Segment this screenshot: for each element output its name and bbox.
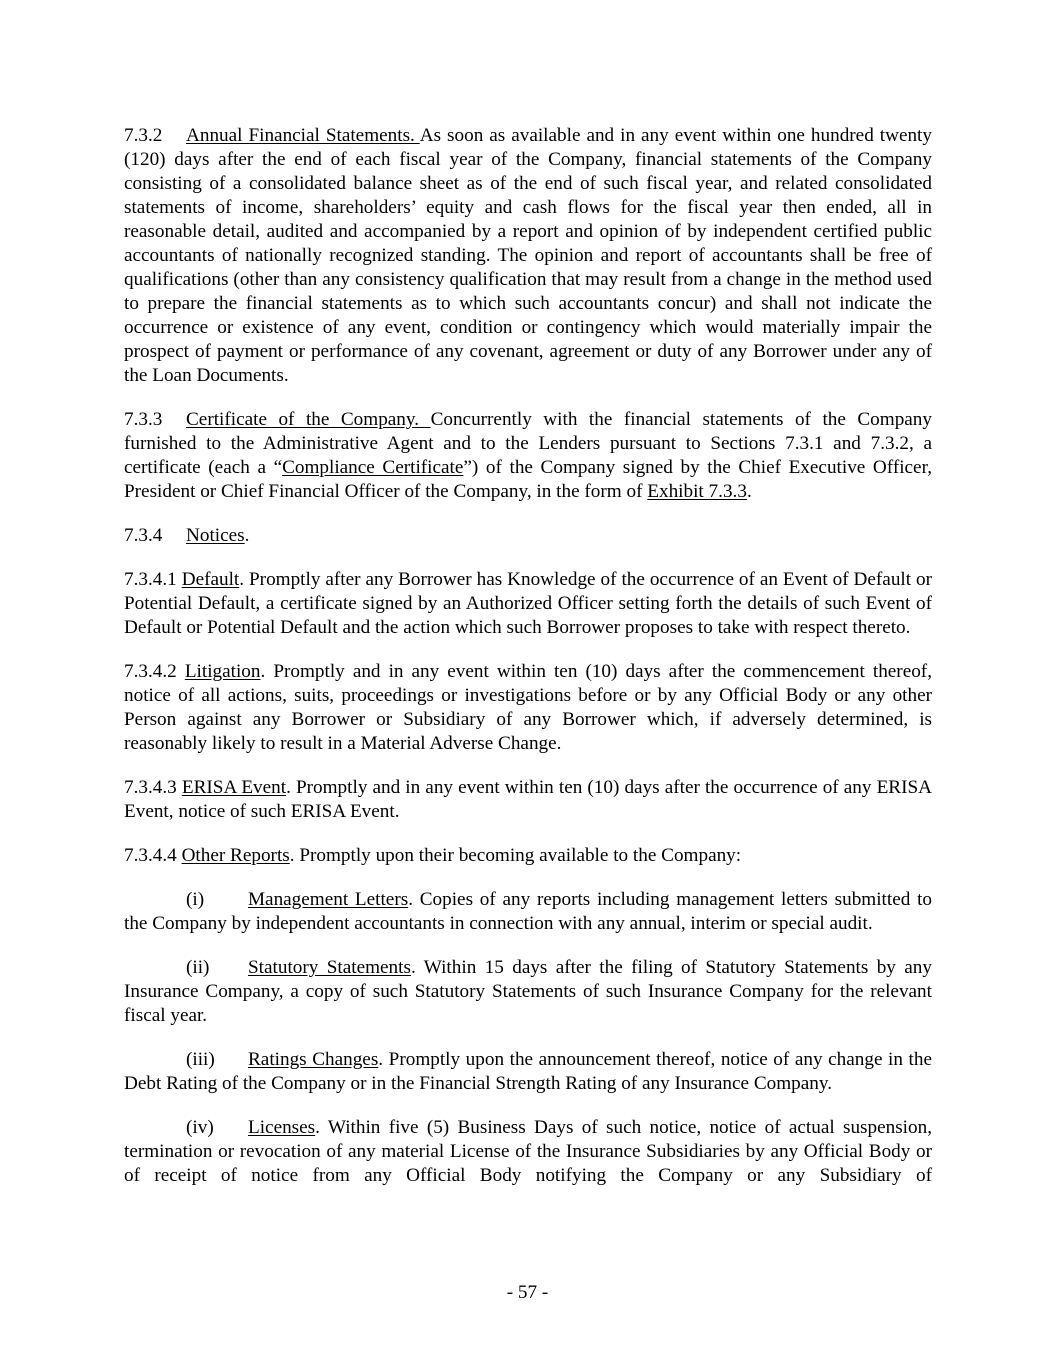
section-7-3-3 [124, 408, 932, 504]
section-heading: ERISA Event [181, 777, 287, 798]
section-7-3-4-3 [124, 776, 932, 824]
section-7-3-4-2 [124, 660, 932, 756]
section-body-end: . [746, 481, 752, 502]
section-number: 7.3.4.2 [124, 661, 177, 682]
section-heading: Annual Financial Statements [186, 125, 411, 146]
section-number: 7.3.4.4 [124, 845, 177, 866]
list-item-ii [124, 956, 932, 1028]
section-7-3-2 [124, 124, 932, 388]
list-heading: Statutory Statements [248, 957, 411, 978]
heading-punct: . [410, 125, 420, 146]
section-7-3-4 [124, 524, 932, 548]
defined-term: Compliance Certificate [282, 457, 464, 478]
section-body: . Promptly and in any event within ten (10) days after the occurrence of any ERISA Event, notice of such ERISA Event. [124, 777, 933, 822]
section-body: . Promptly after any Borrower has Knowledge of the occurrence of an Event of Default or Potential Default, a certificate signed by an Authorized Officer setting forth the details of such Event of Default or Potential Default and the action which such Borrower proposes to take with respect thereto. [124, 569, 933, 638]
heading-punct: . [244, 525, 250, 546]
heading-punct: . [414, 409, 431, 430]
list-heading: Management Letters [248, 889, 409, 910]
list-numeral: (iv) [186, 1117, 214, 1138]
list-item-iv [124, 1116, 932, 1188]
list-numeral: (ii) [186, 957, 210, 978]
section-number: 7.3.4 [124, 525, 163, 546]
section-heading: Certificate of the Company [186, 409, 415, 430]
list-numeral: (iii) [186, 1049, 215, 1070]
list-numeral: (i) [186, 889, 205, 910]
section-heading: Notices [186, 525, 245, 546]
section-number: 7.3.3 [124, 409, 163, 430]
list-body: . Within 15 days after the filing of Statutory Statements by any Insurance Company, a copy of such Statutory Statements of such Insurance Company for the relevant fiscal year. [124, 957, 932, 1026]
document-page [124, 124, 932, 1188]
section-body-cont: ”) of the Company signed by the Chief Executive Officer, President or Chief Financial Officer of the Company, in the form of [124, 457, 932, 502]
page-number: - 57 - [506, 1282, 549, 1303]
section-body: Concurrently with the financial statements of the Company furnished to the Administrative Agent and to the Lenders pursuant to Sections 7.3.1 and 7.3.2, a certificate (each a “ [124, 409, 932, 478]
list-body: . Promptly upon the announcement thereof, notice of any change in the Debt Rating of the Company or in the Financial Strength Rating of any Insurance Company. [124, 1049, 932, 1094]
section-body: . Promptly and in any event within ten (10) days after the commencement thereof, notice of all actions, suits, proceedings or investigations before or by any Official Body or any other Person against any Borrower or Subsidiary of any Borrower which, if adversely determined, is reasonably likely to result in a Material Adverse Change. [124, 661, 932, 754]
section-heading: Default [181, 569, 240, 590]
list-item-i [124, 888, 932, 936]
section-body: . Promptly upon their becoming available to the Company: [289, 845, 742, 866]
exhibit-reference: Exhibit 7.3.3 [647, 481, 747, 502]
section-7-3-4-1 [124, 568, 932, 640]
section-heading: Litigation [184, 661, 261, 682]
section-number: 7.3.4.1 [124, 569, 177, 590]
list-heading: Licenses [248, 1117, 316, 1138]
section-7-3-4-4 [124, 844, 932, 868]
section-heading: Other Reports [181, 845, 290, 866]
list-item-iii [124, 1048, 932, 1096]
list-body: . Within five (5) Business Days of such notice, notice of actual suspension, termination or revocation of any material License of the Insurance Subsidiaries by any Official Body or of receipt of notice from any Official Body notifying the Company or any Subsidiary of [124, 1117, 932, 1186]
section-number: 7.3.4.3 [124, 777, 177, 798]
section-body: As soon as available and in any event within one hundred twenty (120) days after the end of each fiscal year of the Company, financial statements of the Company consisting of a consolidated balance sheet as of the end of such fiscal year, and related consolidated statements of income, shareholders’ equity and cash flows for the fiscal year then ended, all in reasonable detail, audited and accompanied by a report and opinion of by independent certified public accountants of nationally recognized standing. The opinion and report of accountants shall be free of qualifications (other than any consistency qualification that may result from a change in the method used to prepare the financial statements as to which such accountants concur) and shall not indicate the occurrence or existence of any event, condition or contingency which would materially impair the prospect of payment or performance of any covenant, agreement or duty of any Borrower under any of the Loan Documents. [124, 125, 932, 386]
list-heading: Ratings Changes [248, 1049, 379, 1070]
list-body: . Copies of any reports including management letters submitted to the Company by independent accountants in connection with any annual, interim or special audit. [124, 889, 932, 934]
section-number: 7.3.2 [124, 125, 163, 146]
